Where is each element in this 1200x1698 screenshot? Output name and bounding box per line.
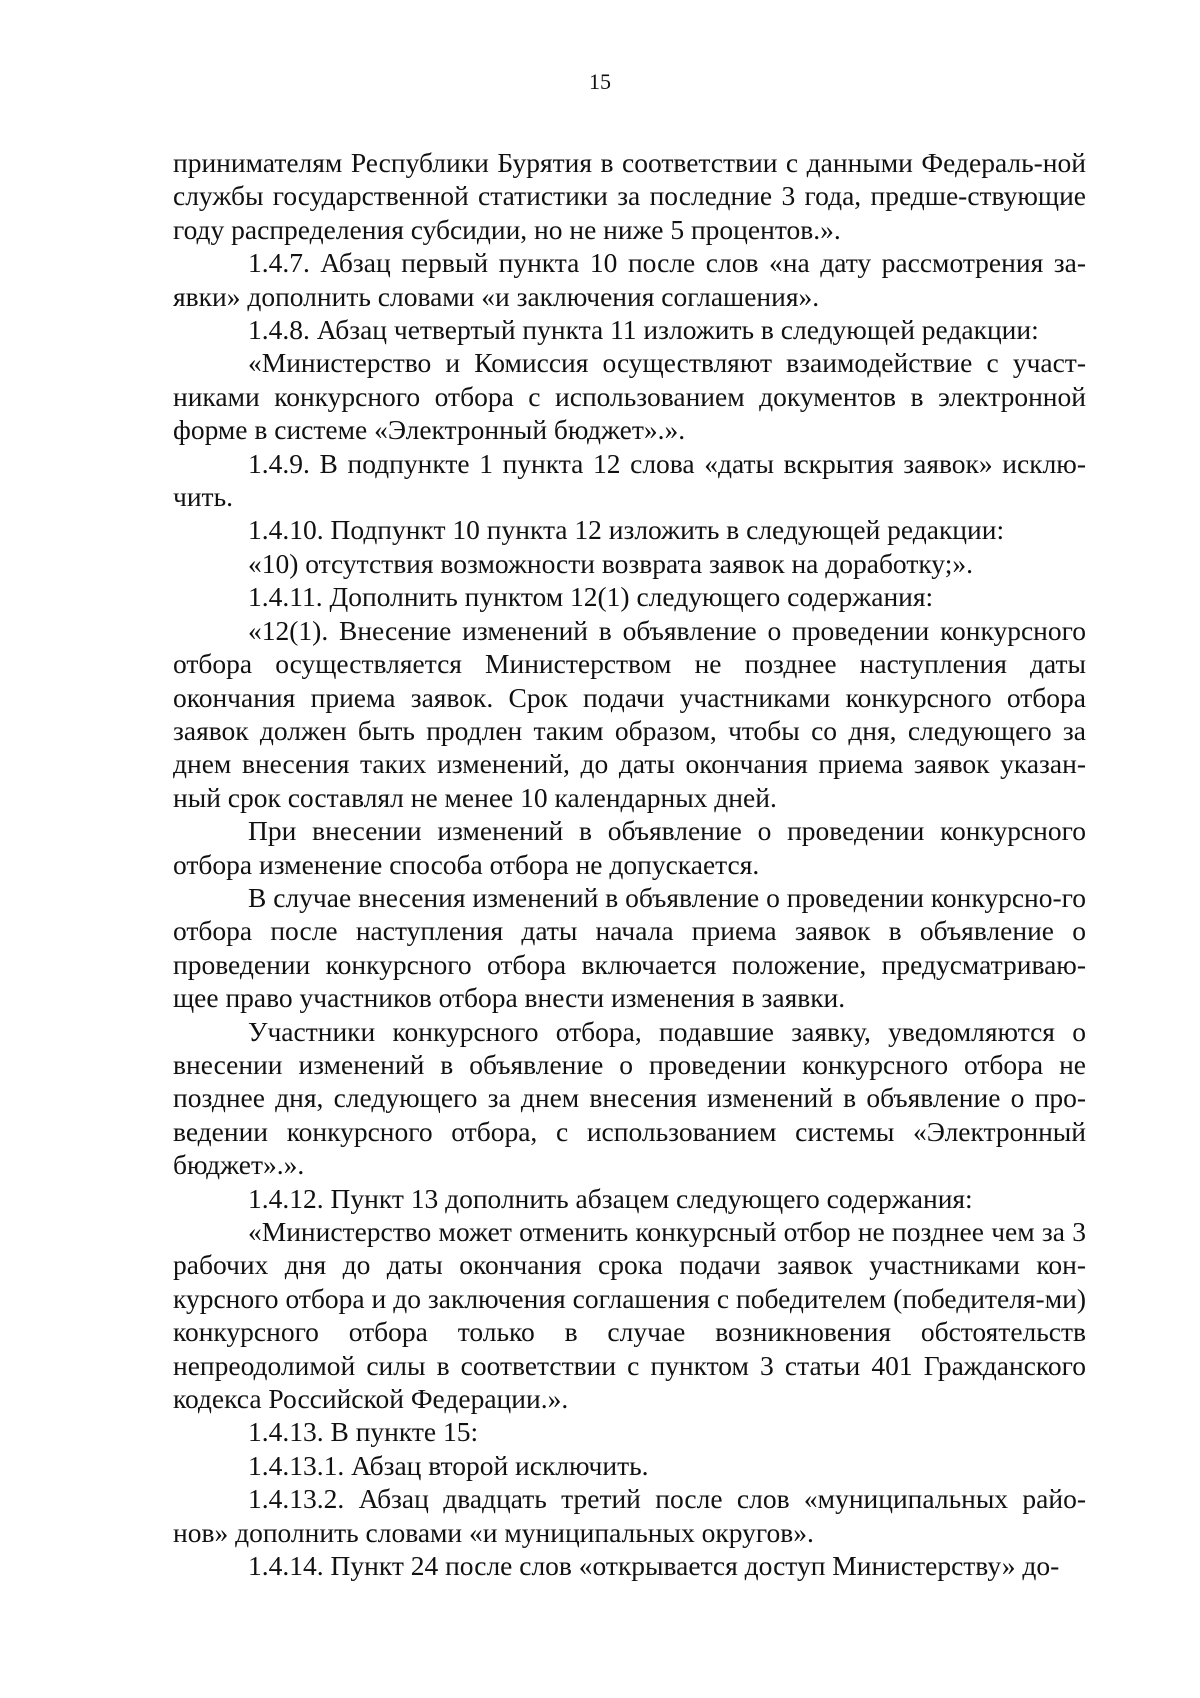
paragraph-11: В случае внесения изменений в объявление о проведении конкурсно-го отбора после наступления даты начала приема заявок в объявление о проведении конкурсного отбора включается положение, предусматриваю-щее право участников отбора внести изменения в заявки. — [173, 881, 1086, 1014]
paragraph-1: принимателям Республики Бурятия в соответствии с данными Федераль-ной службы государственной статистики за последние 3 года, предше-ствующие году распределения субсидии, но не ниже 5 процентов.». — [173, 147, 1086, 245]
paragraph-4: «Министерство и Комиссия осуществляют взаимодействие с участ-никами конкурсного отбора с использованием документов в электронной форме в системе «Электронный бюджет».». — [173, 347, 1086, 446]
paragraph-8: 1.4.11. Дополнить пунктом 12(1) следующего содержания: — [248, 581, 934, 613]
paragraph-2: 1.4.7. Абзац первый пункта 10 после слов «на дату рассмотрения за-явки» дополнить словами «и заключения соглашения». — [173, 247, 1086, 312]
paragraph-15: 1.4.13. В пункте 15: — [248, 1416, 479, 1448]
paragraph-7: «10) отсутствия возможности возврата заявок на доработку;». — [248, 547, 973, 579]
paragraph-6: 1.4.10. Подпункт 10 пункта 12 изложить в следующей редакции: — [248, 514, 1005, 546]
paragraph-5: 1.4.9. В подпункте 1 пункта 12 слова «даты вскрытия заявок» исклю-чить. — [173, 447, 1086, 513]
paragraph-16: 1.4.13.1. Абзац второй исключить. — [248, 1449, 649, 1481]
document-body — [173, 146, 1086, 1582]
paragraph-13: 1.4.12. Пункт 13 дополнить абзацем следующего содержания: — [248, 1182, 973, 1214]
page-number: 15 — [589, 69, 611, 94]
paragraph-14: «Министерство может отменить конкурсный отбор не позднее чем за 3 рабочих дня до даты окончания срока подачи заявок участниками кон-курсного отбора и до заключения соглашения с победителем (победителя-ми) конкурсного отбора только в случае возникновения обстоятельств непреодолимой силы в соответствии с пунктом 3 статьи 401 Гражданского кодекса Российской Федерации.». — [173, 1216, 1086, 1415]
paragraph-17: 1.4.13.2. Абзац двадцать третий после слов «муниципальных райо-нов» дополнить словами «и муниципальных округов». — [173, 1483, 1086, 1548]
paragraph-9: «12(1). Внесение изменений в объявление о проведении конкурсного отбора осуществляется Министерством не позднее наступления даты окончания приема заявок. Срок подачи участниками конкурсного отбора заявок должен быть продлен таким образом, чтобы со дня, следующего за днем внесения таких изменений, до даты окончания приема заявок указан-ный срок составлял не менее 10 календарных дней. — [173, 614, 1086, 813]
paragraph-12: Участники конкурсного отбора, подавшие заявку, уведомляются о внесении изменений в объявление о проведении конкурсного отбора не позднее дня, следующего за днем внесения изменений в объявление о про-ведении конкурсного отбора, с использованием системы «Электронный бюджет».». — [173, 1015, 1086, 1181]
paragraph-3: 1.4.8. Абзац четвертый пункта 11 изложить в следующей редакции: — [248, 314, 1039, 346]
paragraph-10: При внесении изменений в объявление о проведении конкурсного отбора изменение способа отбора не допускается. — [173, 815, 1086, 880]
paragraph-18: 1.4.14. Пункт 24 после слов «открывается доступ Министерству» до- — [248, 1550, 1060, 1582]
